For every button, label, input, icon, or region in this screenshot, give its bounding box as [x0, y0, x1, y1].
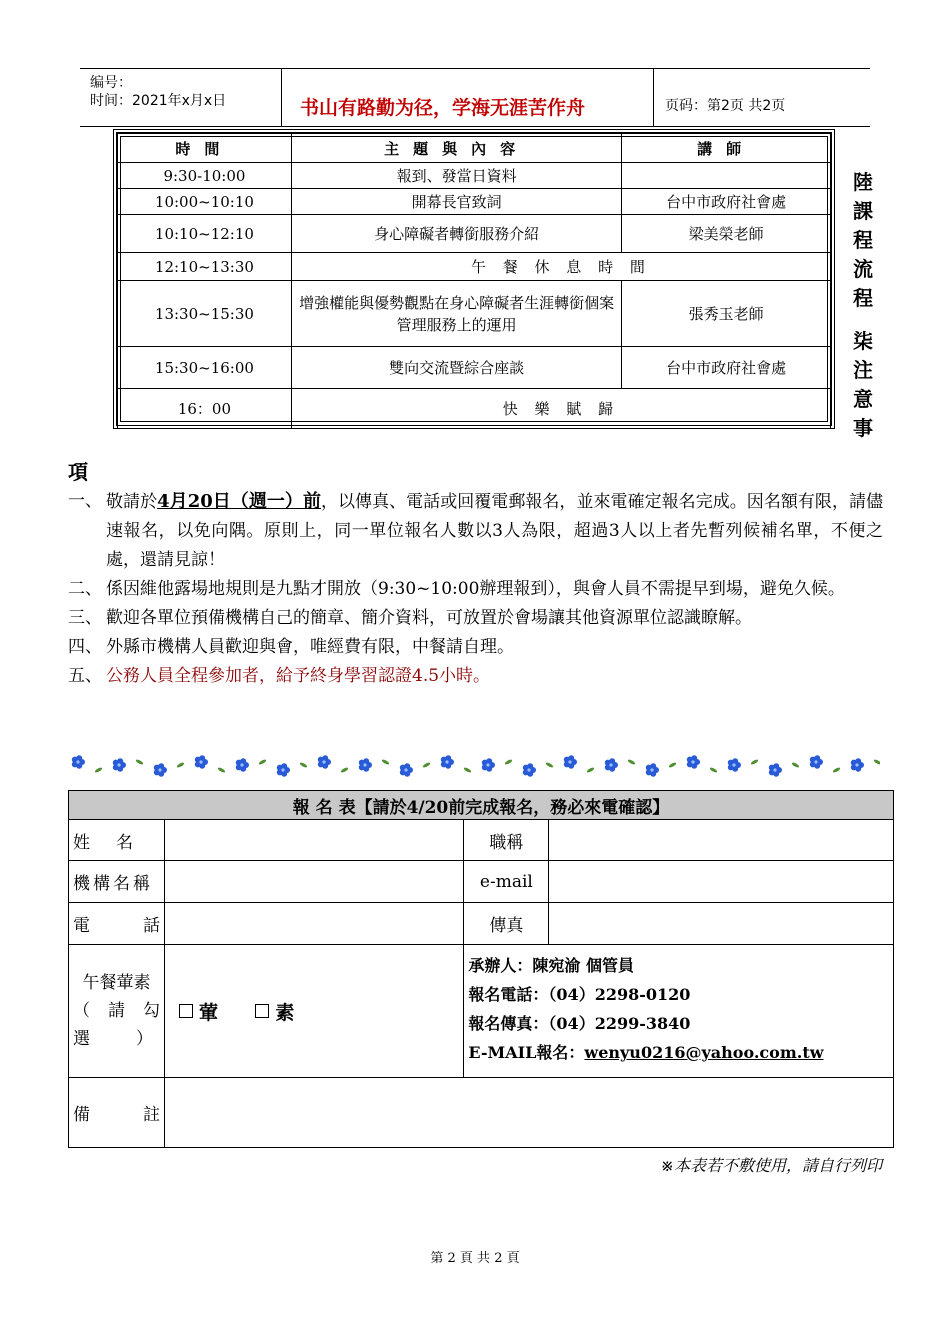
job-title-label: 職稱 [464, 820, 549, 861]
contact-info [464, 945, 894, 1078]
section-title-notes: 柒注意事 [853, 329, 873, 440]
meal-hint: 勾 [142, 1001, 160, 1021]
table-row [118, 281, 831, 347]
speaker-cell: 台中市政府社會處 [622, 347, 831, 389]
remark-label [69, 1078, 165, 1148]
meal-hint: ） [136, 1029, 153, 1049]
header-divider [653, 68, 654, 126]
table-row [118, 253, 831, 281]
meal-label-text: 午餐葷素 [82, 973, 151, 993]
meal-choice-cell [164, 945, 463, 1078]
form-title: 報 名 表【請於4/20前完成報名，務必來電確認】 [69, 791, 894, 820]
flower-icon [72, 755, 85, 769]
note-item [68, 662, 883, 691]
flower-icon [318, 755, 331, 769]
page-label: 页码：第2页 共2页 [665, 98, 786, 114]
leaf-icon [709, 767, 718, 774]
closing-cell: 快 樂 賦 歸 [291, 389, 830, 429]
lunch-cell: 午 餐 休 息 時 間 [291, 253, 830, 281]
flower-icon [810, 755, 823, 769]
time-cell: 12:10~13:30 [118, 253, 292, 281]
table-row [118, 189, 831, 215]
col-header-speaker: 講師 [622, 134, 831, 163]
flower-icon [851, 758, 864, 772]
note-number: 一、 [68, 491, 102, 511]
form-row [69, 1078, 894, 1148]
contact-email-line [468, 1038, 889, 1067]
job-title-field[interactable] [549, 820, 894, 861]
remark-label-a: 備 [73, 1105, 90, 1125]
contact-person: 承辦人：陳宛渝 個管員 [468, 956, 634, 975]
note-number: 二、 [68, 579, 102, 599]
leaf-icon [381, 759, 390, 766]
flower-icon [728, 758, 741, 772]
form-row [69, 820, 894, 861]
note-number: 五、 [68, 666, 102, 686]
motto: 书山有路勤为径，学海无涯苦作舟 [300, 97, 586, 119]
flower-icon [482, 758, 495, 772]
name-label [69, 820, 165, 861]
flower-icon [564, 755, 577, 769]
leaf-icon [176, 762, 185, 769]
note-item [68, 604, 883, 633]
contact-email-label: E-MAIL報名： [468, 1043, 585, 1062]
schedule-table [117, 133, 831, 429]
page-footer: 第 2 頁 共 2 頁 [430, 1251, 520, 1266]
speaker-cell [622, 163, 831, 189]
veg-checkbox[interactable] [255, 1004, 269, 1018]
flower-icon [769, 763, 782, 777]
notes-section [68, 458, 883, 691]
speaker-cell: 梁美榮老師 [622, 215, 831, 253]
contact-phone: 報名電話：（04）2298-0120 [468, 985, 691, 1004]
contact-fax: 報名傳真：（04）2299-3840 [468, 1014, 691, 1033]
flower-icon [441, 755, 454, 769]
leaf-icon [791, 762, 800, 769]
note-number: 四、 [68, 637, 102, 657]
serial-label: 编号： [90, 75, 132, 91]
table-row [118, 163, 831, 189]
section-title-course: 陸課程流程 [853, 170, 873, 310]
phone-label-a: 電 [73, 916, 90, 936]
note-item [68, 633, 883, 662]
meal-hint: 請 [107, 1001, 125, 1021]
leaf-icon [340, 767, 349, 774]
meat-label: 葷 [198, 1001, 218, 1024]
phone-label [69, 903, 165, 945]
schedule-header-row [118, 134, 831, 163]
header-divider [281, 68, 282, 126]
leaf-icon [627, 759, 636, 766]
meat-checkbox[interactable] [179, 1004, 193, 1018]
header-top-rule [80, 68, 870, 69]
flower-icon [605, 758, 618, 772]
topic-cell: 增強權能與優勢觀點在身心障礙者生涯轉銜個案管理服務上的運用 [291, 281, 621, 347]
flower-icon [277, 763, 290, 777]
meal-hint: （ [73, 1001, 90, 1021]
fax-label: 傳真 [464, 903, 549, 945]
form-row [69, 861, 894, 903]
flower-icon [687, 755, 700, 769]
section-title-vertical [848, 168, 878, 443]
veg-option[interactable] [255, 998, 294, 1025]
topic-cell: 身心障礙者轉銜服務介紹 [291, 215, 621, 253]
meal-hint: 選 [73, 1029, 90, 1049]
flower-icon [523, 763, 536, 777]
leaf-icon [299, 762, 308, 769]
flower-icon [154, 763, 167, 777]
topic-cell: 報到、發當日資料 [291, 163, 621, 189]
veg-label: 素 [275, 1001, 295, 1024]
flower-icon [195, 755, 208, 769]
leaf-icon [463, 767, 472, 774]
leaf-icon [545, 762, 554, 769]
form-row [69, 945, 894, 1078]
flower-icon [646, 763, 659, 777]
note-text-pre: 敬請於 [106, 492, 158, 512]
email-label: e-mail [464, 861, 549, 903]
email-field[interactable] [549, 861, 894, 903]
leaf-icon [832, 767, 841, 774]
meal-label [69, 945, 165, 1078]
date-label: 时间：2021年x月x日 [90, 93, 227, 109]
table-row [118, 215, 831, 253]
form-row [69, 903, 894, 945]
time-cell: 10:10~12:10 [118, 215, 292, 253]
phone-label-b: 話 [142, 916, 160, 936]
leaf-icon [258, 759, 267, 766]
speaker-cell: 台中市政府社會處 [622, 189, 831, 215]
remark-label-b: 註 [142, 1105, 160, 1125]
note-text [106, 487, 883, 575]
header-bottom-rule [80, 126, 870, 127]
leaf-icon [873, 759, 880, 766]
leaf-icon [668, 762, 677, 769]
speaker-cell: 張秀玉老師 [622, 281, 831, 347]
leaf-icon [504, 759, 513, 766]
name-label-a: 姓 [73, 832, 90, 853]
leaf-icon [94, 767, 103, 774]
topic-cell: 開幕長官致詞 [291, 189, 621, 215]
note-item [68, 487, 883, 575]
note-text: 係因維他露場地規則是九點才開放（9:30~10:00辦理報到），與會人員不需提早到場，避免久候。 [106, 579, 845, 599]
time-cell: 10:00~10:10 [118, 189, 292, 215]
time-cell: 16：00 [118, 389, 292, 429]
leaf-icon [586, 767, 595, 774]
time-cell: 13:30~15:30 [118, 281, 292, 347]
notes-heading: 項 [68, 460, 88, 484]
note-item [68, 575, 883, 604]
note-text: 公務人員全程參加者，給予終身學習認證4.5小時。 [106, 666, 491, 686]
print-note: ※本表若不敷使用，請自行列印 [660, 1156, 882, 1175]
remark-field[interactable] [164, 1078, 893, 1148]
name-field[interactable] [164, 820, 463, 861]
leaf-icon [217, 767, 226, 774]
table-row [118, 389, 831, 429]
time-cell: 9:30-10:00 [118, 163, 292, 189]
meat-option[interactable] [179, 998, 218, 1025]
time-cell: 15:30~16:00 [118, 347, 292, 389]
leaf-icon [750, 759, 759, 766]
phone-field[interactable] [164, 903, 463, 945]
contact-email-link[interactable]: wenyu0216@yahoo.com.tw [584, 1043, 824, 1062]
leaf-icon [422, 762, 431, 769]
org-field[interactable] [164, 861, 463, 903]
flower-icon [113, 758, 126, 772]
flower-border-decoration [70, 748, 880, 784]
org-label: 機構名稱 [69, 861, 165, 903]
flower-icon [236, 758, 249, 772]
table-row [118, 347, 831, 389]
topic-cell: 雙向交流暨綜合座談 [291, 347, 621, 389]
col-header-topic: 主題與內容 [291, 134, 621, 163]
leaf-icon [135, 759, 144, 766]
registration-form [68, 790, 894, 1148]
note-number: 三、 [68, 608, 102, 628]
flower-icon [400, 763, 413, 777]
note-text: 歡迎各單位預備機構自己的簡章、簡介資料，可放置於會場讓其他資源單位認識瞭解。 [106, 608, 752, 628]
note-text: 外縣市機構人員歡迎與會，唯經費有限，中餐請自理。 [106, 637, 514, 657]
fax-field[interactable] [549, 903, 894, 945]
deadline-highlight: 4月20日（週一）前 [157, 491, 321, 512]
note-text-post: ，以傳真、電話或回覆電郵報名，並來電確定報名完成。因名額有限，請儘速報名，以免向隅。原則上，同一單位報名人數以3人為限，超過3人以上者先暫列候補名單，不便之處，還請見諒！ [106, 492, 884, 570]
name-label-b: 名 [116, 832, 133, 853]
col-header-time: 時間 [118, 134, 292, 163]
flower-icon [359, 758, 372, 772]
